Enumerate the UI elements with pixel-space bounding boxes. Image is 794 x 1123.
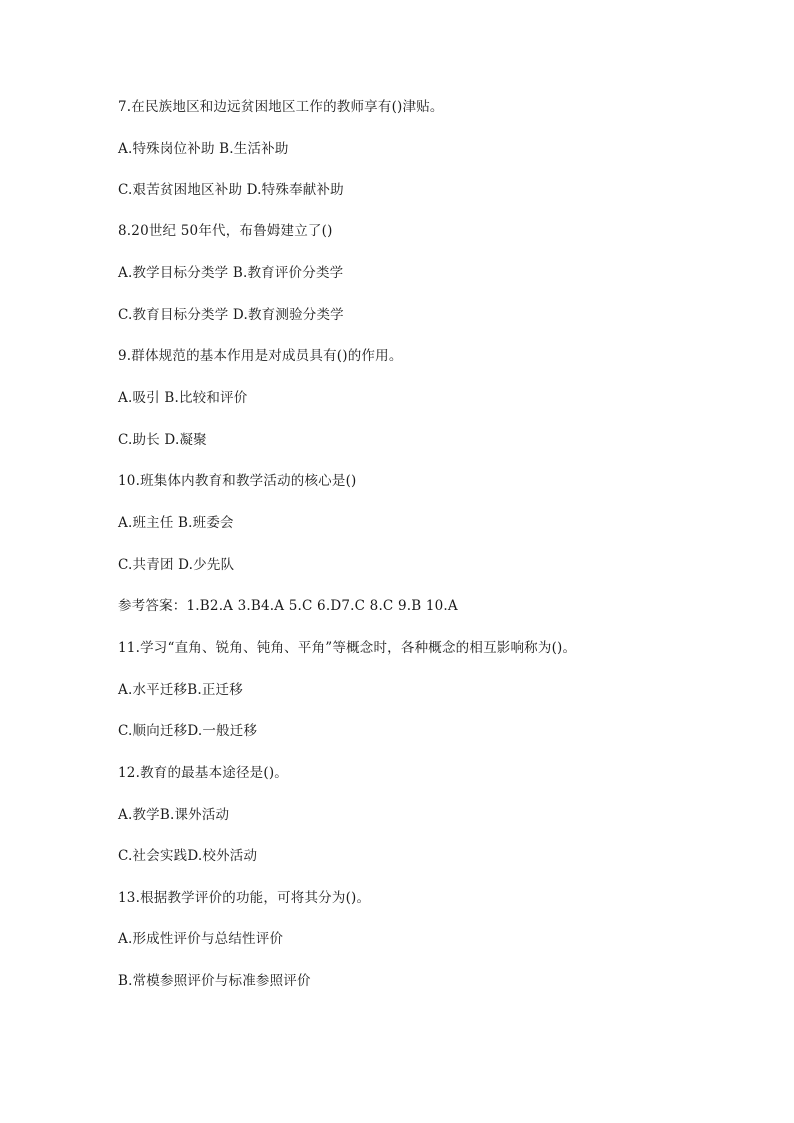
- question-10-stem: 10.班集体内教育和教学活动的核心是(): [118, 473, 357, 489]
- question-13-stem: 13.根据教学评价的功能，可将其分为()。: [118, 890, 371, 906]
- question-7-options-ab: A.特殊岗位补助 B.生活补助: [118, 141, 289, 157]
- answer-key: 参考答案：1.B2.A 3.B4.A 5.C 6.D7.C 8.C 9.B 10.A: [118, 598, 458, 614]
- question-9-options-ab: A.吸引 B.比较和评价: [118, 390, 248, 406]
- question-12-stem: 12.教育的最基本途径是()。: [118, 765, 289, 781]
- question-9-stem: 9.群体规范的基本作用是对成员具有()的作用。: [118, 348, 403, 364]
- question-13-option-a: A.形成性评价与总结性评价: [118, 931, 284, 947]
- question-11-stem: 11.学习“直角、锐角、钝角、平角”等概念时，各种概念的相互影响称为()。: [118, 640, 577, 656]
- question-12-options-ab: A.教学B.课外活动: [118, 807, 230, 823]
- question-10-options-cd: C.共青团 D.少先队: [118, 557, 235, 573]
- question-12-options-cd: C.社会实践D.校外活动: [118, 848, 258, 864]
- question-13-option-b: B.常模参照评价与标准参照评价: [118, 973, 311, 989]
- question-10-options-ab: A.班主任 B.班委会: [118, 515, 234, 531]
- question-8-options-cd: C.教育目标分类学 D.教育测验分类学: [118, 307, 344, 323]
- question-11-options-ab: A.水平迁移B.正迁移: [118, 682, 243, 698]
- question-8-stem: 8.20世纪 50年代，布鲁姆建立了(): [118, 223, 333, 239]
- question-11-options-cd: C.顺向迁移D.一般迁移: [118, 723, 258, 739]
- question-8-options-ab: A.教学目标分类学 B.教育评价分类学: [118, 265, 344, 281]
- question-9-options-cd: C.助长 D.凝聚: [118, 432, 207, 448]
- question-7-stem: 7.在民族地区和边远贫困地区工作的教师享有()津贴。: [118, 99, 444, 115]
- question-7-options-cd: C.艰苦贫困地区补助 D.特殊奉献补助: [118, 182, 344, 198]
